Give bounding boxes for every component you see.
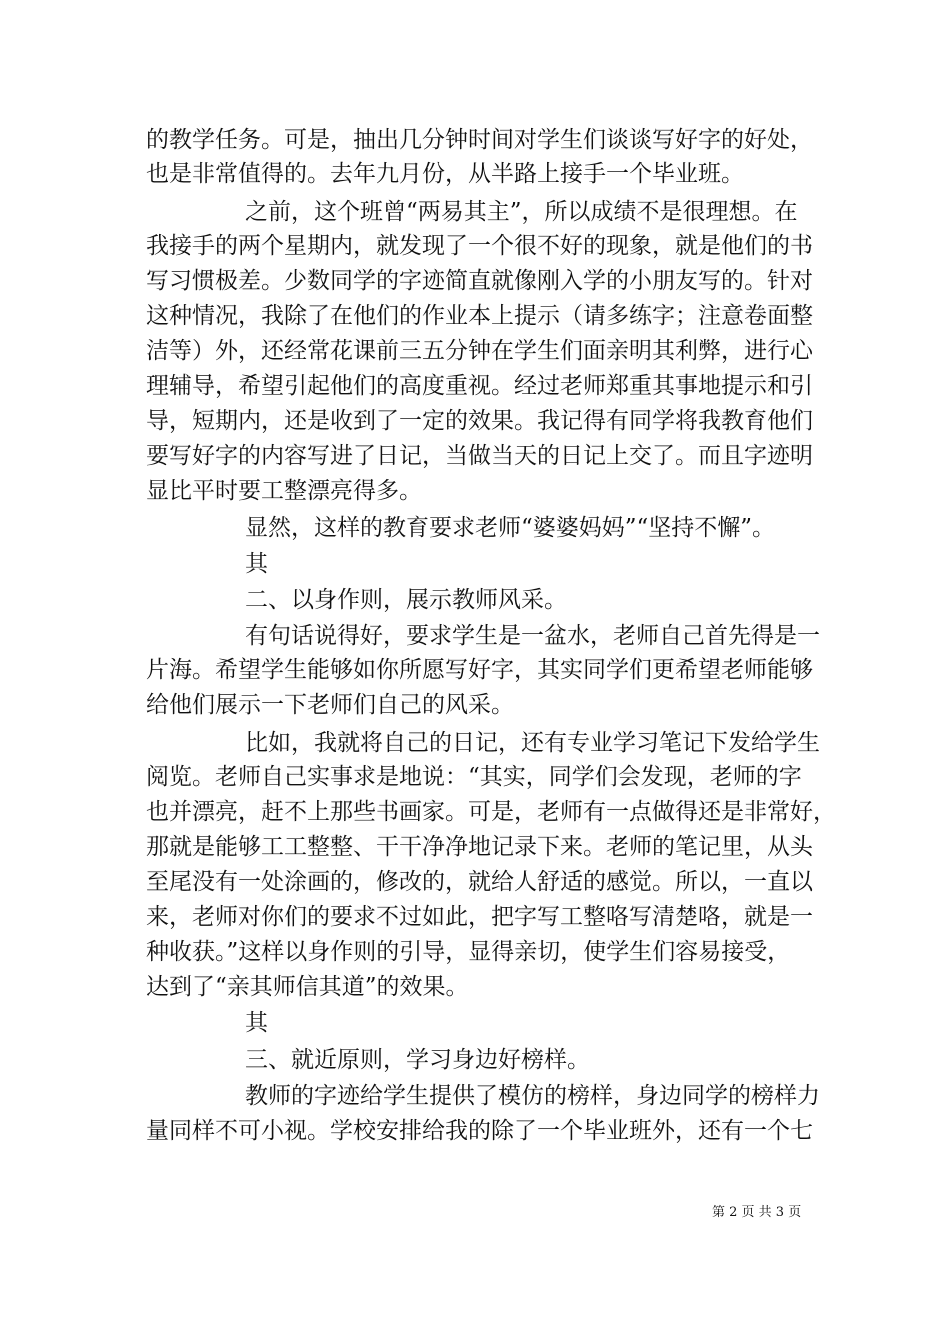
text-line-16: 片海。希望学生能够如你所愿写好字，其实同学们更希望老师能够 <box>146 657 813 683</box>
text-line-12: 显然，这样的教育要求老师“婆婆妈妈”“坚持不懈”。 <box>245 515 776 541</box>
section-heading-3: 三、就近原则，学习身边好榜样。 <box>245 1047 590 1073</box>
text-line-11: 显比平时要工整漂亮得多。 <box>146 478 422 504</box>
text-line-29: 量同样不可小视。学校安排给我的除了一个毕业班外，还有一个七 <box>146 1118 813 1144</box>
text-line-22: 至尾没有一处涂画的，修改的，就给人舒适的感觉。所以，一直以 <box>146 869 813 895</box>
text-line-24: 种收获。”这样以身作则的引导，显得亲切，使学生们容易接受， <box>146 939 791 965</box>
text-line-2: 也是非常值得的。去年九月份，从半路上接手一个毕业班。 <box>146 161 744 187</box>
text-line-6: 这种情况，我除了在他们的作业本上提示（请多练字；注意卷面整 <box>146 303 813 329</box>
text-line-8: 理辅导，希望引起他们的高度重视。经过老师郑重其事地提示和引 <box>146 373 813 399</box>
text-line-4: 我接手的两个星期内，就发现了一个很不好的现象，就是他们的书 <box>146 233 813 259</box>
page-indicator: 第 2 页 共 3 页 <box>712 1205 802 1220</box>
text-line-18: 比如，我就将自己的日记，还有专业学习笔记下发给学生 <box>245 730 820 756</box>
text-line-19: 阅览。老师自己实事求是地说：“其实，同学们会发现，老师的字 <box>146 764 802 790</box>
text-line-5: 写习惯极差。少数同学的字迹简直就像刚入学的小朋友写的。针对 <box>146 268 813 294</box>
text-line-3: 之前，这个班曾“两易其主”，所以成绩不是很理想。在 <box>245 199 798 225</box>
text-line-28: 教师的字迹给学生提供了模仿的榜样，身边同学的榜样力 <box>245 1083 820 1109</box>
text-line-1: 的教学任务。可是，抽出几分钟时间对学生们谈谈写好字的好处， <box>146 127 813 153</box>
text-line-15: 有句话说得好，要求学生是一盆水，老师自己首先得是一 <box>245 623 820 649</box>
text-line-25: 达到了“亲其师信其道”的效果。 <box>146 974 469 1000</box>
text-line-7: 洁等）外，还经常花课前三五分钟在学生们面亲明其利弊，进行心 <box>146 338 813 364</box>
section-marker-1: 其 <box>245 551 268 577</box>
text-line-21: 那就是能够工工整整、干干净净地记录下来。老师的笔记里，从头 <box>146 834 813 860</box>
section-marker-2: 其 <box>245 1010 268 1036</box>
text-line-20: 也并漂亮，赶不上那些书画家。可是，老师有一点做得还是非常好， <box>146 799 836 825</box>
section-heading-2: 二、以身作则，展示教师风采。 <box>245 587 567 613</box>
text-line-10: 要写好字的内容写进了日记，当做当天的日记上交了。而且字迹明 <box>146 443 813 469</box>
text-line-9: 导，短期内，还是收到了一定的效果。我记得有同学将我教育他们 <box>146 408 813 434</box>
text-line-23: 来，老师对你们的要求不过如此，把字写工整咯写清楚咯，就是一 <box>146 904 813 930</box>
text-line-17: 给他们展示一下老师们自己的风采。 <box>146 692 514 718</box>
